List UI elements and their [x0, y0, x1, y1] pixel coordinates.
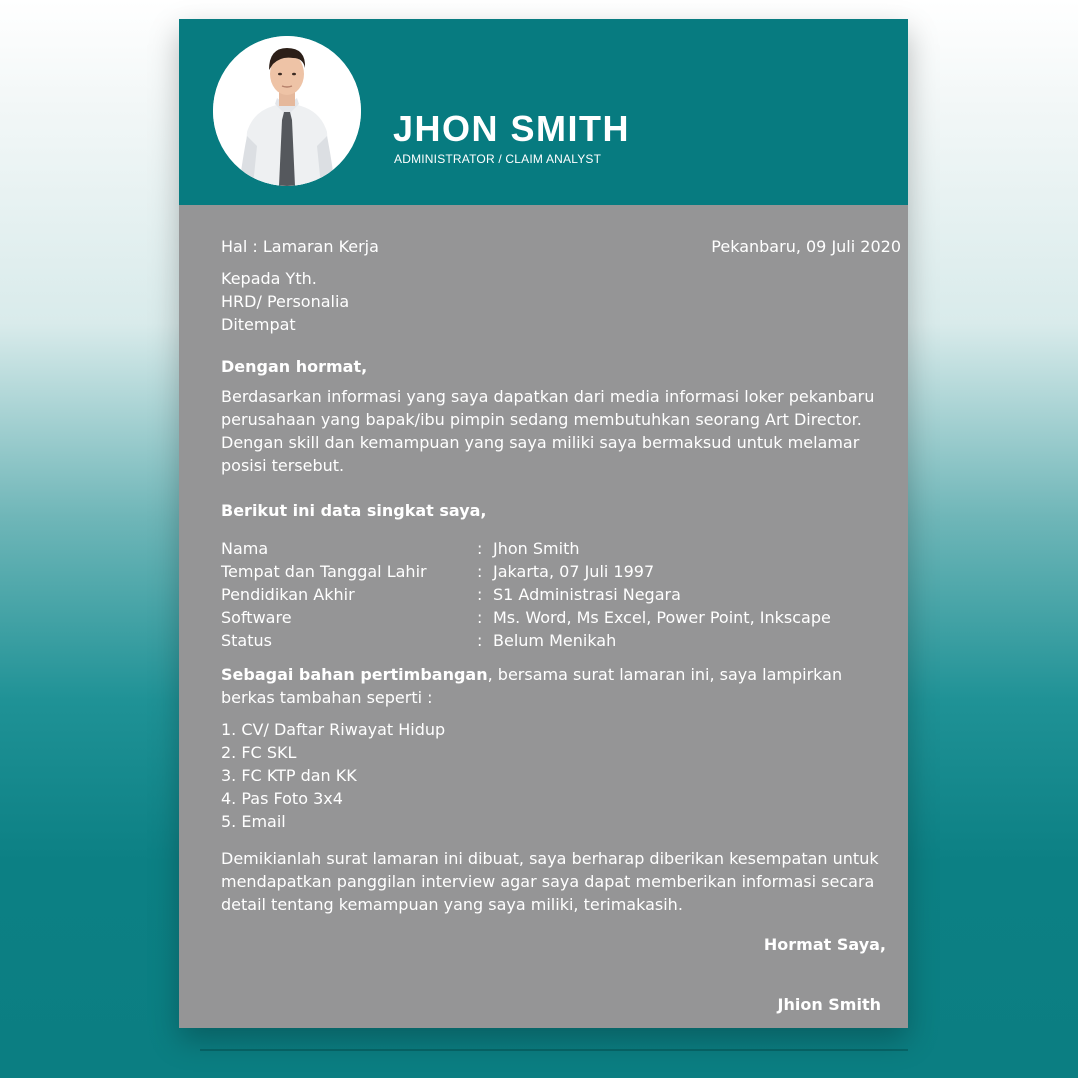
cover-letter-page — [179, 19, 908, 1028]
data-value: Jakarta, 07 Juli 1997 — [493, 562, 655, 581]
recipient-line: Kepada Yth. — [221, 269, 317, 288]
data-row-education — [221, 583, 881, 606]
data-label: Status — [221, 631, 272, 650]
closing-salutation: Hormat Saya, — [763, 935, 886, 954]
data-separator: : — [477, 539, 483, 558]
data-value: S1 Administrasi Negara — [493, 585, 681, 604]
data-label: Software — [221, 608, 292, 627]
data-intro: Berikut ini data singkat saya, — [221, 501, 487, 520]
data-row-birth — [221, 560, 881, 583]
attachment-paragraph-lead: Sebagai bahan pertimbangan — [221, 665, 488, 684]
personal-data-table — [221, 537, 881, 652]
attachment-paragraph-rest: , bersama surat lamaran ini, saya lampirkan berkas tambahan seperti : — [221, 665, 843, 707]
data-label: Nama — [221, 539, 269, 558]
data-separator: : — [477, 585, 483, 604]
list-item: 3. FC KTP dan KK — [221, 766, 357, 785]
letter-subject: Hal : Lamaran Kerja — [221, 237, 379, 256]
list-item: 1. CV/ Daftar Riwayat Hidup — [221, 720, 446, 739]
applicant-name: JHON SMITH — [393, 108, 631, 149]
header-banner — [179, 19, 908, 205]
data-separator: : — [477, 608, 483, 627]
recipient-line: HRD/ Personalia — [221, 292, 350, 311]
list-item: 5. Email — [221, 812, 286, 831]
applicant-role: ADMINISTRATOR / CLAIM ANALYST — [394, 152, 602, 166]
data-row-name — [221, 537, 881, 560]
data-separator: : — [477, 562, 483, 581]
data-label: Tempat dan Tanggal Lahir — [221, 562, 427, 581]
intro-paragraph: Berdasarkan informasi yang saya dapatkan dari media informasi loker pekanbaru perusahaan yang bapak/ibu pimpin sedang membutuhkan seorang Art Director. Dengan skill dan kemampuan yang saya miliki saya bermaksud untuk melamar posisi tersebut. — [221, 387, 875, 475]
person-portrait-icon — [213, 36, 361, 186]
data-separator: : — [477, 631, 483, 650]
signature-name: Jhion Smith — [777, 995, 881, 1014]
recipient-line: Ditempat — [221, 315, 296, 334]
attachment-list — [221, 718, 445, 833]
page-shadow — [200, 1049, 908, 1051]
list-item: 4. Pas Foto 3x4 — [221, 789, 343, 808]
data-value: Belum Menikah — [493, 631, 617, 650]
profile-photo — [213, 36, 361, 186]
data-row-status — [221, 629, 881, 652]
data-label: Pendidikan Akhir — [221, 585, 355, 604]
greeting: Dengan hormat, — [221, 357, 368, 376]
attachment-paragraph — [221, 663, 886, 709]
closing-paragraph: Demikianlah surat lamaran ini dibuat, saya berharap diberikan kesempatan untuk mendapatkan panggilan interview agar saya dapat memberikan informasi secara detail tentang kemampuan yang saya miliki, terimakasih. — [221, 849, 879, 914]
letter-date: Pekanbaru, 09 Juli 2020 — [711, 237, 901, 256]
recipient-block — [221, 267, 349, 336]
data-value: Jhon Smith — [493, 539, 580, 558]
data-value: Ms. Word, Ms Excel, Power Point, Inkscape — [493, 608, 831, 627]
data-row-software — [221, 606, 881, 629]
list-item: 2. FC SKL — [221, 743, 297, 762]
